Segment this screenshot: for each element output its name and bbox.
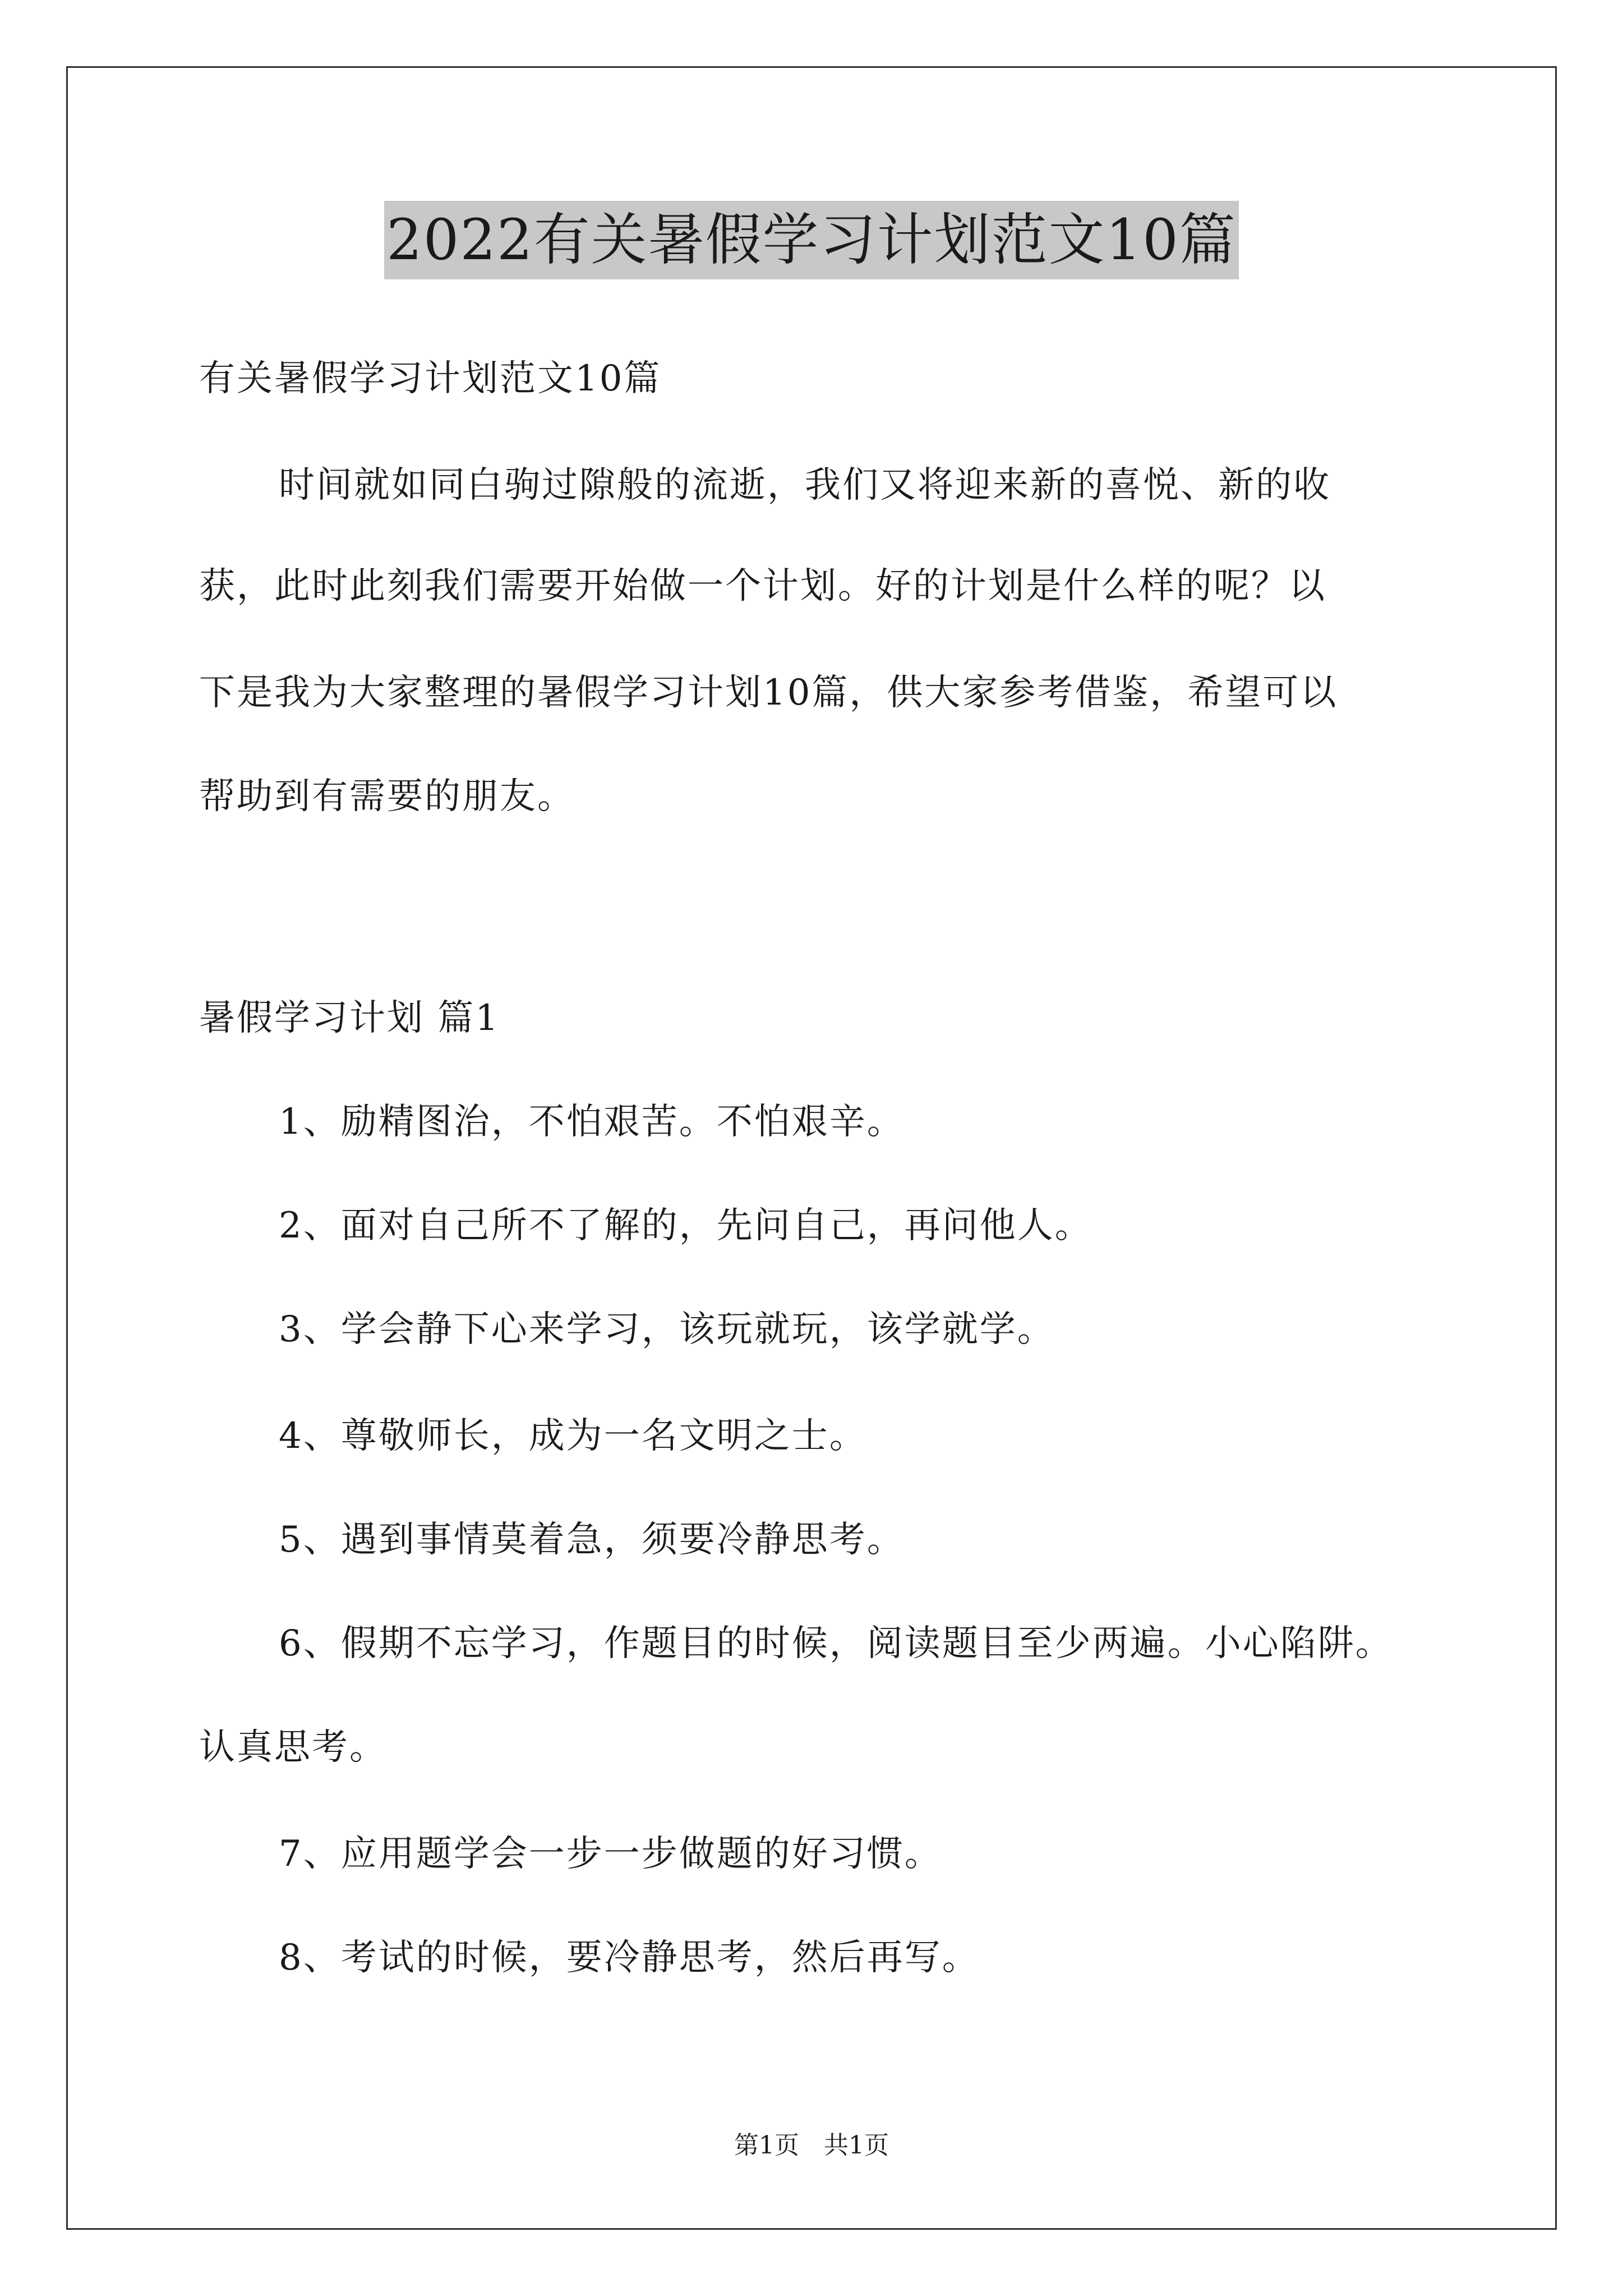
list-item-3: 3、学会静下心来学习，该玩就玩，该学就学。	[279, 1309, 1055, 1350]
list-item-7: 7、应用题学会一步一步做题的好习惯。	[279, 1833, 942, 1875]
list-item-4: 4、尊敬师长，成为一名文明之士。	[279, 1415, 867, 1457]
intro-line-2: 获，此时此刻我们需要开始做一个计划。好的计划是什么样的呢？以	[199, 565, 1326, 607]
intro-line-1: 时间就如同白驹过隙般的流逝，我们又将迎来新的喜悦、新的收	[279, 464, 1331, 506]
page-footer: 第1页 共1页	[734, 2131, 889, 2160]
intro-line-3: 下是我为大家整理的暑假学习计划10篇，供大家参考借鉴，希望可以	[199, 672, 1338, 714]
intro-line-4: 帮助到有需要的朋友。	[199, 776, 575, 817]
list-item-6-continued: 认真思考。	[199, 1727, 387, 1768]
title-container	[0, 201, 1623, 279]
list-item-2: 2、面对自己所不了解的，先问自己，再问他人。	[279, 1205, 1092, 1246]
section-heading: 暑假学习计划 篇1	[199, 997, 500, 1039]
list-item-6: 6、假期不忘学习，作题目的时候，阅读题目至少两遍。小心陷阱。	[279, 1623, 1393, 1664]
document-title: 2022有关暑假学习计划范文10篇	[384, 201, 1239, 279]
list-item-5: 5、遇到事情莫着急，须要冷静思考。	[279, 1519, 905, 1561]
list-item-8: 8、考试的时候，要冷静思考，然后再写。	[279, 1937, 980, 1978]
list-item-1: 1、励精图治，不怕艰苦。不怕艰辛。	[279, 1101, 905, 1143]
document-subtitle: 有关暑假学习计划范文10篇	[199, 358, 662, 399]
